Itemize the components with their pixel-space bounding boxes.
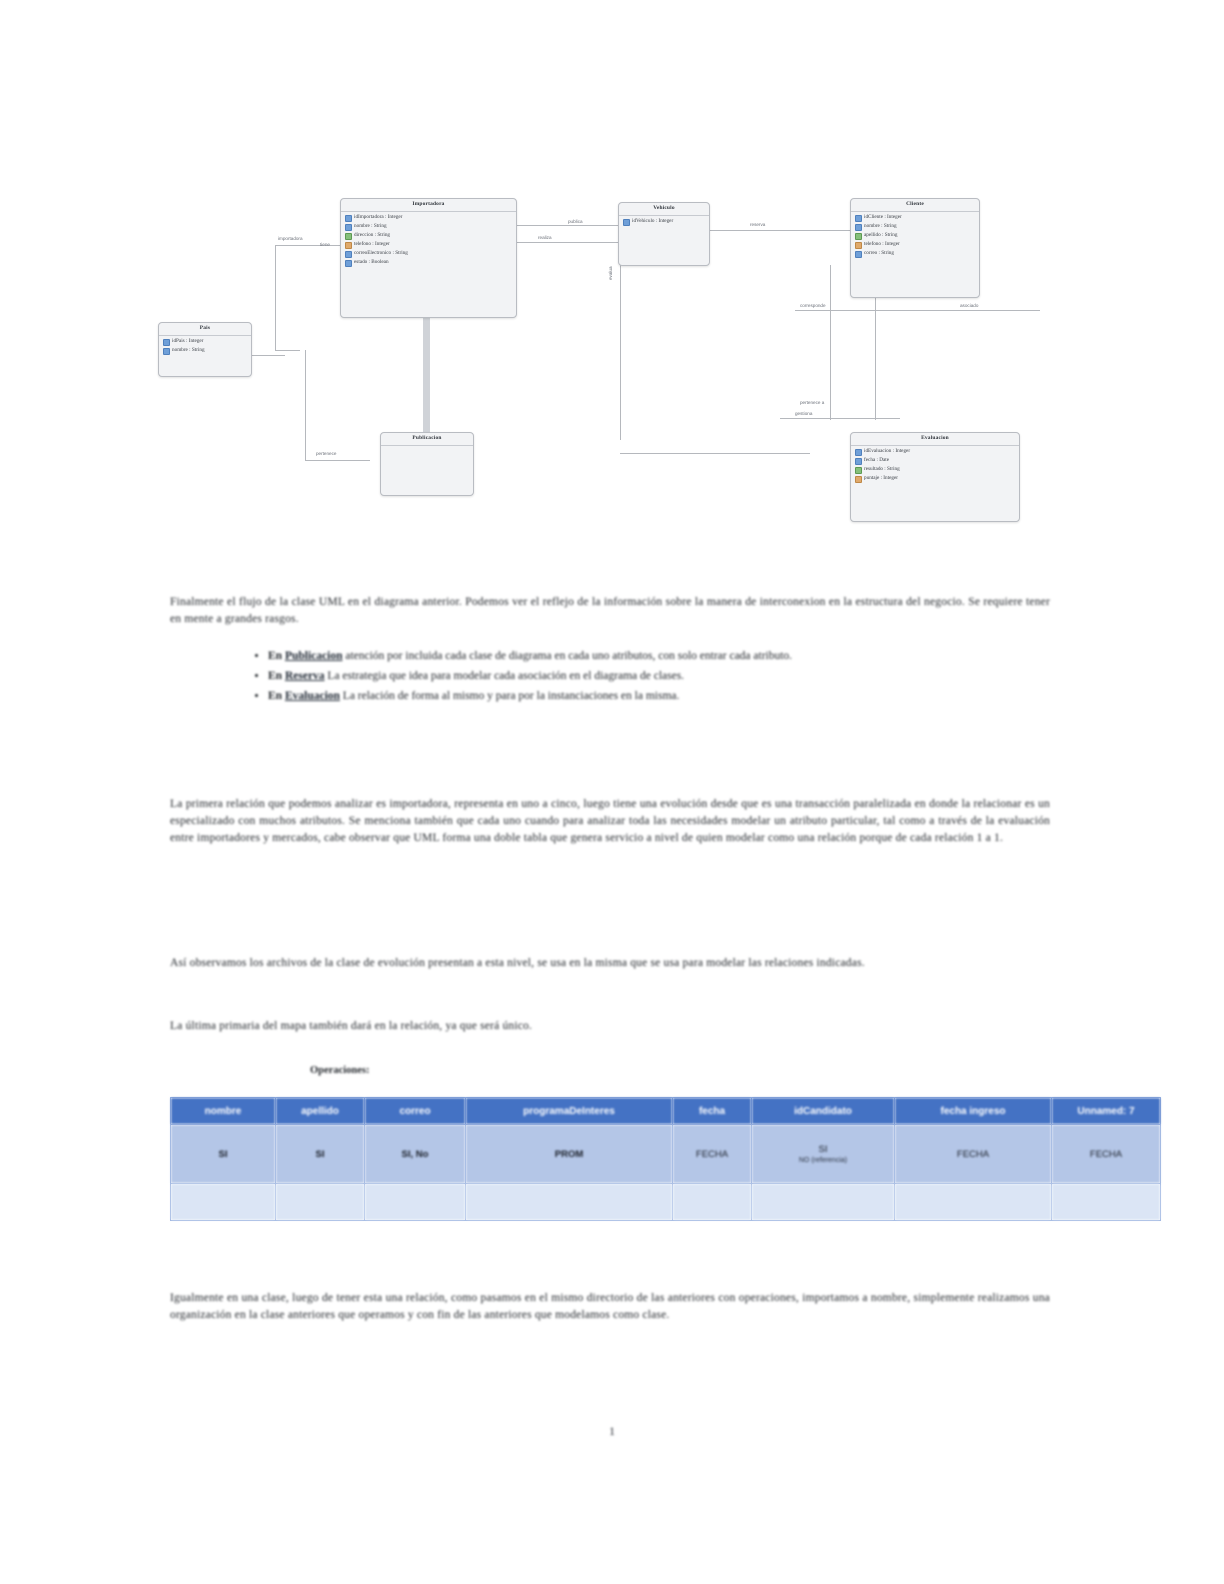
connector-line	[305, 460, 370, 461]
uml-class-importadora[interactable]	[340, 198, 517, 318]
blue-attribute-icon	[345, 251, 352, 258]
uml-attribute-label: nombre : String	[354, 223, 387, 230]
uml-class-evaluacion[interactable]	[850, 432, 1020, 522]
uml-attribute-label: estado : Boolean	[354, 259, 389, 266]
column-header-idcandidato: idCandidato	[752, 1098, 895, 1125]
connector-line	[275, 350, 300, 351]
blue-attribute-icon	[345, 215, 352, 222]
divider	[341, 211, 516, 212]
blue-attribute-icon	[855, 458, 862, 465]
uml-class-title: Pais	[199, 325, 211, 331]
uml-attribute-row	[851, 214, 979, 223]
connector-label: gestiona	[795, 411, 813, 416]
paragraph-analysis: La primera relación que podemos analizar es importadora, representa en uno a cinco, luego tiene una evolución desde que es una transacción paralelizada en donde la relacionar es un especializado con muchos atributos. Se menciona también que cada uno cuando para analizar toda las necesidades modelar un atributo particular, tal como a través de la evaluación entre importadores y mercados, cabe observar que UML forma una doble tabla que genera servicio a nivel de quien modelar como una relación porque de cada relación 1 a 1.	[170, 798, 1050, 844]
uml-attribute-label: correo : String	[864, 250, 894, 257]
cell-subvalue: NO (referencia)	[798, 1157, 848, 1164]
list-item	[268, 688, 1068, 705]
connector-line	[780, 418, 900, 419]
cell-value: SI	[218, 1148, 228, 1160]
table-cell	[276, 1184, 365, 1221]
connector-label: pertenece	[316, 451, 337, 456]
connector-label: reserva	[750, 222, 766, 227]
column-header-fecha-ingreso: fecha ingreso	[895, 1098, 1052, 1125]
cell-value: SI	[315, 1148, 325, 1160]
paragraph-observation: Así observamos los archivos de la clase de evolución presentan a esta nivel, se usa en la misma que se usa para modelar las relaciones indicadas.	[170, 957, 865, 969]
table-cell	[1052, 1125, 1161, 1184]
uml-attribute-row	[159, 347, 251, 356]
cell-value: SI	[818, 1144, 828, 1155]
connector-line	[275, 245, 276, 350]
green-attribute-icon	[345, 233, 352, 240]
divider	[381, 445, 473, 446]
connector-line	[620, 453, 810, 454]
uml-attribute-row	[851, 466, 1019, 475]
uml-attribute-row	[341, 250, 516, 259]
uml-attribute-row	[851, 223, 979, 232]
uml-class-title: Publicacion	[412, 435, 442, 441]
uml-attribute-row	[851, 232, 979, 241]
uml-attribute-row	[159, 338, 251, 347]
uml-attribute-label: fecha : Date	[864, 457, 890, 464]
column-header-correo: correo	[365, 1098, 466, 1125]
uml-attribute-label: apellido : String	[864, 232, 898, 239]
uml-class-diagram	[140, 170, 1070, 560]
bullet-text: La estrategia que idea para modelar cada asociación en el diagrama de clases.	[327, 670, 685, 682]
uml-attribute-label: idImportadora : Integer	[354, 214, 403, 221]
uml-attribute-row	[341, 241, 516, 250]
bullet-prefix: En	[268, 650, 283, 662]
divider	[619, 215, 709, 216]
uml-class-cliente[interactable]	[850, 198, 980, 298]
table-cell	[466, 1184, 673, 1221]
orange-attribute-icon	[855, 242, 862, 249]
uml-attribute-row	[851, 241, 979, 250]
list-item	[268, 648, 1068, 665]
uml-attribute-label: telefono : Integer	[354, 241, 390, 248]
divider	[851, 445, 1019, 446]
column-header-fecha: fecha	[673, 1098, 752, 1125]
blue-attribute-icon	[855, 215, 862, 222]
paragraph-conclusion: Igualmente en una clase, luego de tener esta una relación, como pasamos en el mismo directorio de las anteriores con operaciones, importamos a nombre, simplemente realizamos una organización en la clase anteriores que operamos y con fin de las anteriores que modelamos como clase.	[170, 1292, 1050, 1321]
connector-label: asociado	[960, 303, 979, 308]
blue-attribute-icon	[163, 339, 170, 346]
uml-class-publicacion[interactable]	[380, 432, 474, 496]
uml-attribute-label: idVehiculo : Integer	[632, 218, 674, 225]
bullet-prefix: En	[268, 690, 283, 702]
connector-label: tiene	[320, 242, 330, 247]
connector-line	[830, 265, 831, 420]
table-caption: Operaciones:	[310, 1065, 370, 1076]
uml-attribute-label: correoElectronico : String	[354, 250, 408, 257]
uml-attribute-label: resultado : String	[864, 466, 900, 473]
uml-attribute-row	[851, 250, 979, 259]
connector-label: corresponde	[800, 303, 826, 308]
table-cell	[673, 1125, 752, 1184]
uml-attribute-row	[619, 218, 709, 227]
cell-value: FECHA	[695, 1148, 729, 1160]
green-attribute-icon	[855, 467, 862, 474]
blue-attribute-icon	[855, 251, 862, 258]
bullet-emphasis: Reserva	[284, 670, 325, 682]
uml-class-pais[interactable]	[158, 322, 252, 377]
connector-line	[275, 245, 345, 246]
blue-attribute-icon	[855, 449, 862, 456]
connector-label: importadora	[278, 236, 303, 241]
uml-class-title: Cliente	[906, 201, 924, 207]
connector-label: publica	[568, 219, 583, 224]
column-header-extra: Unnamed: 7	[1052, 1098, 1161, 1125]
uml-attribute-label: idPais : Integer	[172, 338, 204, 345]
table-cell	[365, 1125, 466, 1184]
blue-attribute-icon	[855, 224, 862, 231]
connector-label: pertenece a	[800, 400, 825, 405]
uml-attribute-row	[341, 259, 516, 268]
uml-empty-section	[381, 448, 473, 456]
table-cell	[1052, 1184, 1161, 1221]
uml-class-title: Vehiculo	[653, 205, 675, 211]
uml-empty-section	[619, 227, 709, 235]
connector-line	[515, 242, 620, 243]
divider	[851, 211, 979, 212]
paragraph-intro: Finalmente el flujo de la clase UML en el diagrama anterior. Podemos ver el reflejo de la información sobre la manera de interconexion en la estructura del negocio. Se requiere tener en mente a grandes rasgos.	[170, 596, 1050, 625]
list-item	[268, 668, 1068, 685]
table-cell	[752, 1125, 895, 1184]
table-cell	[466, 1125, 673, 1184]
uml-class-title: Evaluacion	[921, 435, 949, 441]
connector-line-thick	[423, 315, 430, 440]
connector-line	[795, 310, 1040, 311]
orange-attribute-icon	[345, 242, 352, 249]
uml-attribute-row	[341, 232, 516, 241]
uml-attribute-row	[851, 448, 1019, 457]
blue-attribute-icon	[345, 260, 352, 267]
bullet-emphasis: Publicacion	[284, 650, 343, 662]
connector-label: realiza	[538, 235, 552, 240]
paragraph-primary-key: La última primaria del mapa también dará en la relación, ya que será único.	[170, 1020, 533, 1032]
table-row	[171, 1125, 1161, 1184]
table-cell	[752, 1184, 895, 1221]
table-cell	[673, 1184, 752, 1221]
orange-attribute-icon	[855, 476, 862, 483]
blue-attribute-icon	[623, 219, 630, 226]
uml-class-vehiculo[interactable]	[618, 202, 710, 266]
table-cell	[276, 1125, 365, 1184]
uml-attribute-row	[851, 457, 1019, 466]
bullet-emphasis: Evaluacion	[284, 690, 340, 702]
column-header-programa: programaDeInteres	[466, 1098, 673, 1125]
bullet-text: atención por incluida cada clase de diagrama en cada uno atributos, con solo entrar cada atributo.	[345, 650, 793, 662]
uml-attribute-label: nombre : String	[864, 223, 897, 230]
uml-attribute-row	[341, 214, 516, 223]
cell-value: FECHA	[956, 1148, 990, 1160]
green-attribute-icon	[855, 233, 862, 240]
uml-attribute-row	[341, 223, 516, 232]
uml-attribute-label: idEvaluacion : Integer	[864, 448, 911, 455]
table-cell	[895, 1125, 1052, 1184]
table-row-empty	[171, 1184, 1161, 1221]
uml-attribute-row	[851, 475, 1019, 484]
table-cell	[171, 1184, 276, 1221]
uml-attribute-label: telefono : Integer	[864, 241, 900, 248]
blue-attribute-icon	[163, 348, 170, 355]
bullet-list	[250, 648, 1068, 708]
table-header-row	[171, 1098, 1161, 1125]
uml-attribute-label: nombre : String	[172, 347, 205, 354]
bullet-text: La relación de forma al mismo y para por la instanciaciones en la misma.	[342, 690, 680, 702]
connector-line	[515, 225, 620, 226]
connector-label: evalua	[608, 266, 613, 280]
cell-value: PROM	[554, 1148, 584, 1160]
blue-attribute-icon	[345, 224, 352, 231]
table-cell	[365, 1184, 466, 1221]
operations-table	[170, 1097, 1161, 1221]
uml-attribute-label: direccion : String	[354, 232, 391, 239]
cell-value: FECHA	[1089, 1148, 1123, 1160]
column-header-apellido: apellido	[276, 1098, 365, 1125]
table-cell	[895, 1184, 1052, 1221]
uml-class-title: Importadora	[412, 201, 445, 207]
uml-attribute-label: idCliente : Integer	[864, 214, 902, 221]
divider	[159, 335, 251, 336]
bullet-prefix: En	[268, 670, 283, 682]
uml-attribute-label: puntaje : Integer	[864, 475, 898, 482]
connector-line	[305, 350, 306, 460]
connector-line	[620, 265, 621, 440]
table-cell	[171, 1125, 276, 1184]
page-number: 1	[609, 1424, 615, 1438]
connector-line	[695, 230, 870, 231]
cell-value: SI, No	[401, 1148, 429, 1160]
column-header-nombre: nombre	[171, 1098, 276, 1125]
